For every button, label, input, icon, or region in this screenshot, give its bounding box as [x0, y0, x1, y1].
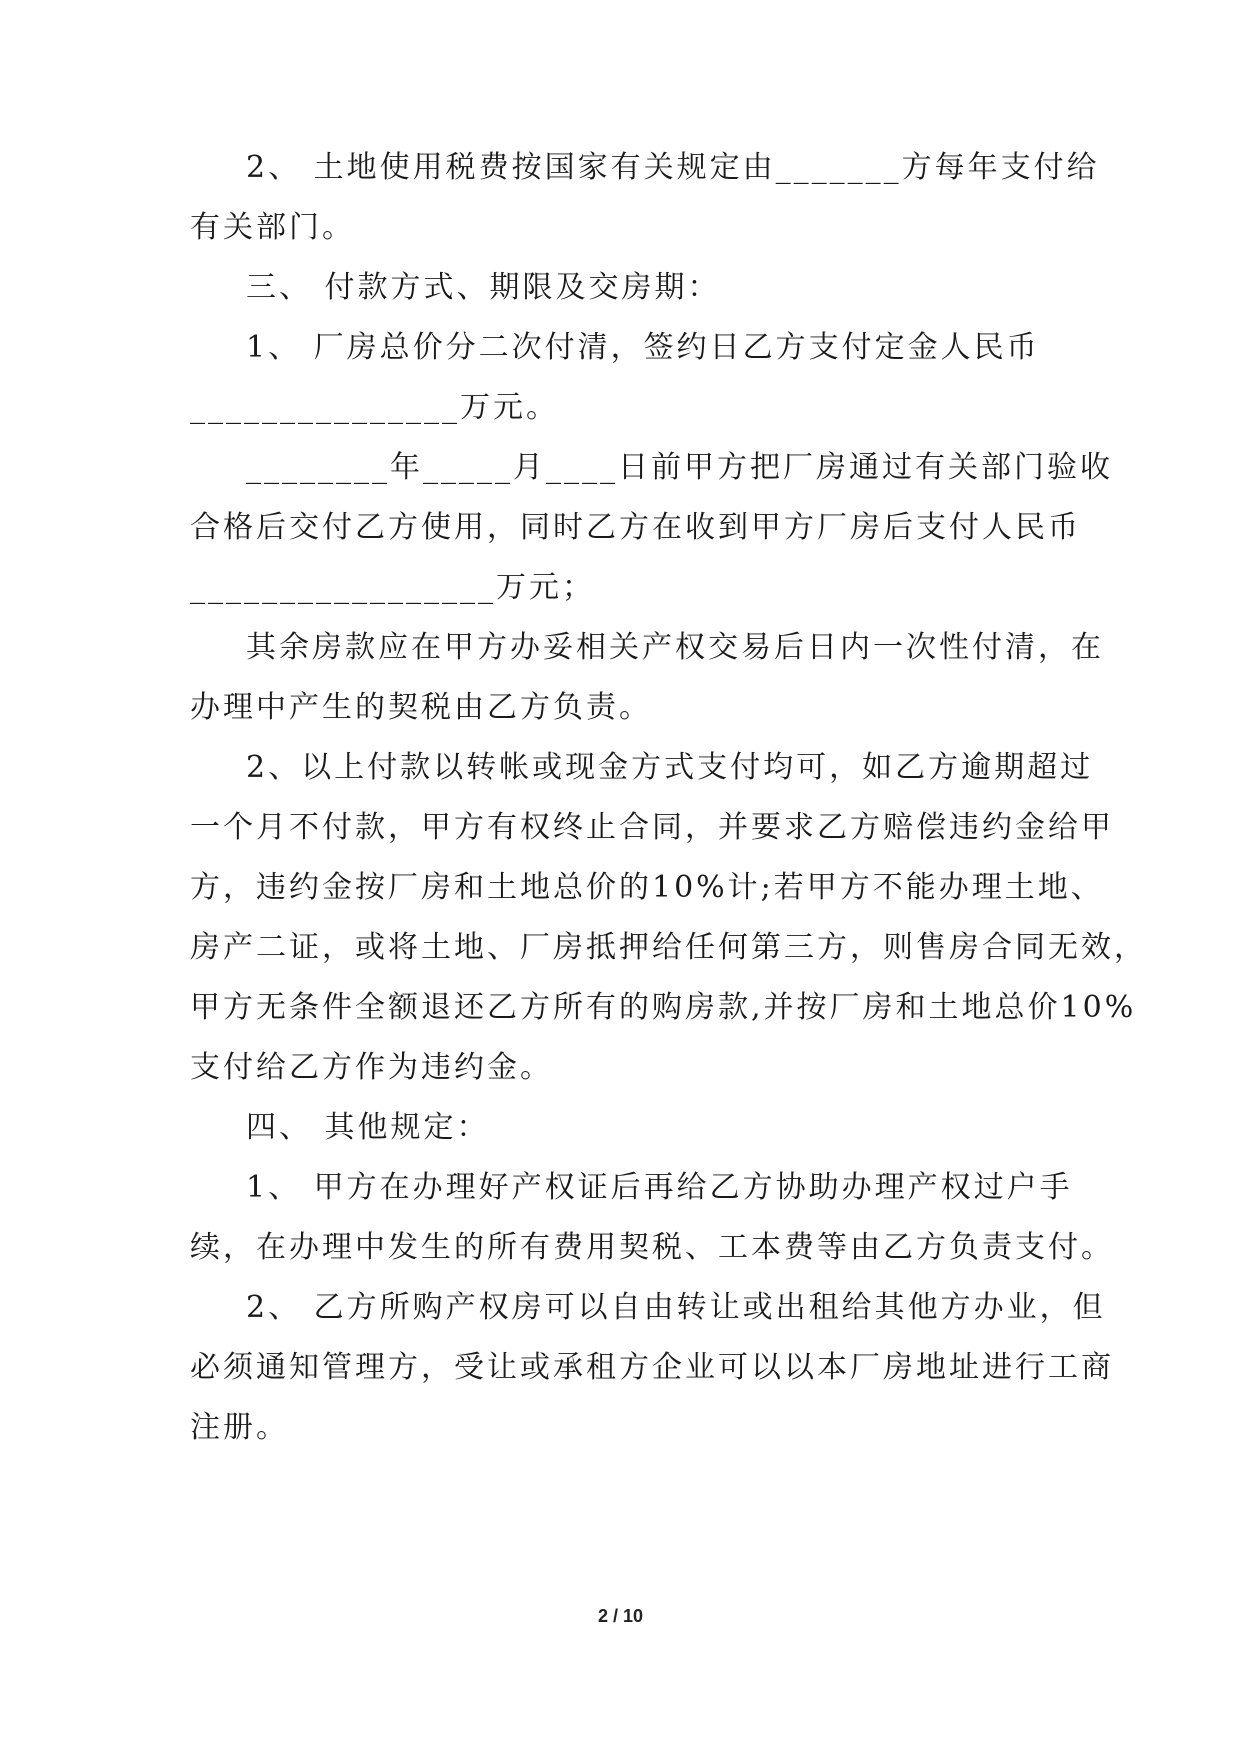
paragraph-line: 1、 厂房总价分二次付清，签约日乙方支付定金人民币: [246, 330, 1040, 365]
paragraph-line: 2、 乙方所购产权房可以自由转让或出租给其他方办业，但: [246, 1290, 1106, 1325]
paragraph-line: 一个月不付款，甲方有权终止合同，并要求乙方赔偿违约金给甲: [190, 810, 1114, 845]
paragraph-line: 1、 甲方在办理好产权证后再给乙方协助办理产权过户手: [246, 1170, 1073, 1205]
paragraph-line: 办理中产生的契税由乙方负责。: [190, 690, 652, 725]
paragraph-line: 方，违约金按厂房和土地总价的10%计;若甲方不能办理土地、: [190, 870, 1104, 905]
paragraph-line: ________年_____月____日前甲方把厂房通过有关部门验收: [246, 450, 1113, 485]
paragraph-line: 必须通知管理方，受让或承租方企业可以以本厂房地址进行工商: [190, 1350, 1114, 1385]
paragraph-line: 合格后交付乙方使用，同时乙方在收到甲方厂房后支付人民币: [190, 510, 1081, 545]
paragraph-line: 其余房款应在甲方办妥相关产权交易后日内一次性付清，在: [246, 630, 1104, 665]
paragraph-line: 支付给乙方作为违约金。: [190, 1050, 553, 1085]
section-heading: 三、 付款方式、期限及交房期：: [246, 270, 721, 305]
paragraph-line: 房产二证，或将土地、厂房抵押给任何第三方，则售房合同无效，: [190, 930, 1147, 965]
paragraph-line: _________________万元；: [190, 570, 595, 605]
paragraph-line: 有关部门。: [190, 210, 355, 245]
paragraph-line: 注册。: [190, 1410, 289, 1445]
paragraph-line: 2、 土地使用税费按国家有关规定由_______方每年支付给: [246, 150, 1100, 185]
paragraph-line: 甲方无条件全额退还乙方所有的购房款,并按厂房和土地总价10%: [190, 990, 1137, 1025]
paragraph-line: 续，在办理中发生的所有费用契税、工本费等由乙方负责支付。: [190, 1230, 1114, 1265]
section-heading: 四、 其他规定：: [246, 1110, 490, 1145]
paragraph-line: _______________万元。: [190, 390, 559, 425]
paragraph-line: 2、以上付款以转帐或现金方式支付均可，如乙方逾期超过: [246, 750, 1094, 785]
page-number: 2 / 10: [597, 1606, 644, 1626]
